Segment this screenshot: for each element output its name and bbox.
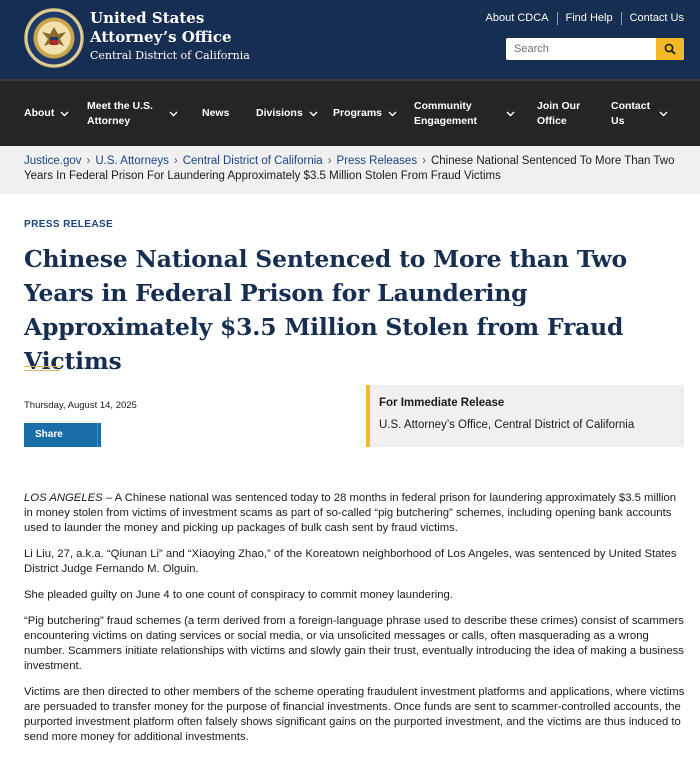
chevron-down-icon	[60, 111, 69, 117]
chevron-down-icon	[169, 111, 178, 117]
chevron-down-icon	[506, 111, 515, 117]
nav-label: Community Engagement	[414, 99, 478, 127]
breadcrumb-separator: ›	[173, 155, 178, 167]
nav-label: News	[202, 107, 230, 119]
office-name-line1: United States	[90, 9, 205, 27]
office-district: Central District of California	[90, 49, 250, 62]
site-header	[0, 0, 700, 79]
paragraph-5: Victims are then directed to other members of the scheme operating fraudulent investment platforms and applications, where victims are persuaded to transfer money for the purpose of financial investments. Once funds are sent to scammer-controlled accounts, the purported investment platform often falsely shows significant gains on the purported investment, and the victims are thus induced to send more money for additional investments.	[24, 686, 685, 743]
nav-community-engagement[interactable]	[414, 81, 515, 146]
share-label: Share	[35, 429, 63, 440]
paragraph-4: “Pig butchering” fraud schemes (a term derived from a foreign-language phrase used to describe these crimes) consist of scammers encountering victims on dating services or social media, or via unsolicited messages or calls, often masquerading as a wrong number. Scammers initiate relationships with victims and slowly gain their trust, eventually introducing the idea of making a business investment.	[24, 615, 684, 672]
press-release-label: PRESS RELEASE	[24, 219, 114, 230]
chevron-down-icon	[659, 111, 668, 117]
release-source: U.S. Attorney’s Office, Central District of California	[379, 419, 635, 431]
contact-us-link[interactable]: Contact Us	[621, 12, 684, 25]
nav-label: Divisions	[256, 107, 303, 119]
chevron-down-icon	[388, 111, 397, 117]
breadcrumb-central-district[interactable]: Central District of California	[182, 155, 323, 167]
main-nav	[0, 79, 700, 146]
breadcrumb	[0, 146, 700, 194]
share-divider	[97, 423, 98, 447]
breadcrumb-us-attorneys[interactable]: U.S. Attorneys	[95, 155, 169, 167]
release-title: For Immediate Release	[379, 397, 505, 409]
nav-about[interactable]	[24, 81, 69, 146]
breadcrumb-separator: ›	[422, 155, 426, 167]
search-icon	[664, 43, 676, 55]
nav-label: Contact Us	[611, 99, 651, 127]
paragraph-2: Li Liu, 27, a.k.a. “Qiunan Li” and “Xiaoying Zhao,” of the Koreatown neighborhood of Los Angeles, was sentenced by United States District Judge Fernando M. Olguin.	[24, 548, 677, 575]
paragraph-1	[24, 491, 686, 536]
paragraph-1-text: – A Chinese national was sentenced today to 28 months in federal prison for laundering approximately $3.5 million in money stolen from victims of investment scams as part of so-called “pig butchering” schemes, including opening bank accounts used to launder the money and picking up packages of bulk cash sent by fraud victims.	[24, 492, 677, 534]
nav-label: Meet the U.S. Attorney	[87, 99, 153, 127]
nav-programs[interactable]	[333, 81, 397, 146]
release-date: Thursday, August 14, 2025	[24, 400, 137, 411]
utility-links	[478, 12, 684, 25]
breadcrumb-press-releases[interactable]: Press Releases	[336, 155, 418, 167]
search-input[interactable]	[506, 38, 656, 60]
office-name-line2: Attorney’s Office	[90, 28, 232, 46]
chevron-down-icon	[309, 111, 318, 117]
breadcrumb-separator: ›	[86, 155, 91, 167]
nav-join-our-office[interactable]	[537, 81, 580, 146]
dateline: LOS ANGELES	[24, 492, 103, 504]
doj-seal-logo[interactable]	[24, 8, 84, 68]
chevron-right-icon	[105, 430, 111, 440]
about-cdca-link[interactable]: About CDCA	[485, 12, 549, 24]
nav-news[interactable]	[202, 81, 229, 146]
nav-contact-us[interactable]	[611, 81, 668, 146]
search-box	[506, 38, 684, 60]
nav-label: Programs	[333, 107, 383, 119]
paragraph-3: She pleaded guilty on June 4 to one count of conspiracy to commit money laundering.	[24, 589, 453, 601]
breadcrumb-justice-gov[interactable]: Justice.gov	[24, 155, 82, 167]
title-divider	[24, 366, 60, 371]
search-button[interactable]	[656, 38, 684, 60]
office-name[interactable]	[90, 9, 250, 64]
nav-divisions[interactable]	[256, 81, 318, 146]
page-title: Chinese National Sentenced to More than Two Years in Federal Prison for Laundering Approximately $3.5 Million Stolen from Fraud Victims	[24, 245, 628, 375]
article-body	[24, 491, 686, 756]
nav-label: About	[24, 107, 55, 119]
share-button[interactable]	[24, 423, 101, 447]
breadcrumb-separator: ›	[327, 155, 332, 167]
breadcrumb-current: Chinese National Sentenced To More Than Two Years In Federal Prison For Laundering Approximately $3.5 Million Stolen From Fraud Victims	[24, 155, 675, 182]
nav-label: Join Our Office	[537, 99, 581, 127]
find-help-link[interactable]: Find Help	[557, 12, 621, 25]
immediate-release-box	[366, 385, 684, 447]
nav-meet-the-us-attorney[interactable]	[87, 81, 178, 146]
